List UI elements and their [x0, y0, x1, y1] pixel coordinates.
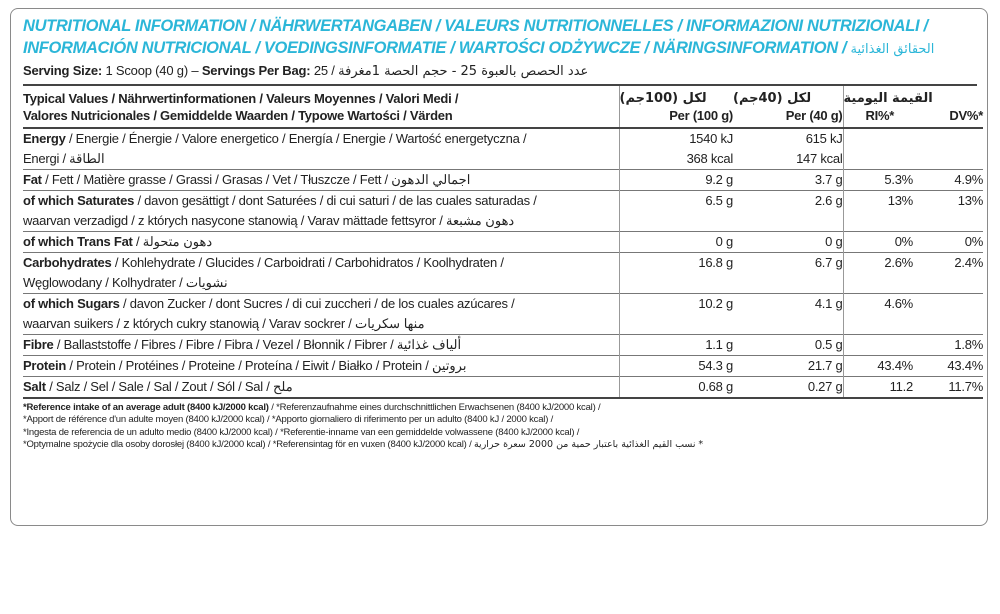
nutrient-translations-2: Energi / الطاقة [23, 151, 105, 166]
value-per-100g-main: 0 g [715, 234, 733, 249]
value-per-40g-main: 21.7 g [807, 358, 843, 373]
nutrient-translations: / Fett / Matière grasse / Grassi / Grasas / Vet / Tłuszcze / Fett / اجمالي الدهون [41, 172, 471, 187]
footnote-line-2: *Apport de référence d'un adulte moyen (8400 kJ/2000 kcal) / *Apporto giornaliero di riferimento per un adulto (8400 kJ / 2000 kcal) / [23, 414, 554, 426]
value-per-40g-main: 3.7 g [814, 172, 843, 187]
value-per-100g [619, 128, 733, 170]
value-dv: 0% [964, 234, 984, 249]
nutrient-name: Fat [23, 172, 42, 187]
table-row [23, 232, 983, 253]
value-per-40g [733, 128, 843, 170]
table-row [23, 128, 983, 170]
value-per-100g-main: 1.1 g [705, 337, 733, 352]
nutrient-label [23, 128, 619, 170]
value-per-100g [619, 356, 733, 377]
nutrient-label [23, 356, 619, 377]
value-per-40g [733, 232, 843, 253]
header-typical-line-1: Typical Values / Nährwertinformationen / Valeurs Moyennes / Valori Medi / [23, 91, 459, 106]
value-per-40g [733, 335, 843, 356]
servings-per-bag-label: Servings Per Bag: [201, 63, 311, 78]
value-per-100g-main: 10.2 g [698, 296, 733, 311]
value-ri: 43.4% [843, 356, 913, 377]
serving-size-value: 1 Scoop (40 g) – [105, 63, 199, 78]
serving-arabic: عدد الحصص بالعبوة 25 - حجم الحصة 1مغرفة [338, 64, 589, 79]
nutrient-label [23, 377, 619, 399]
nutrient-label [23, 191, 619, 232]
value-dv: 1.8% [954, 337, 984, 352]
footnote-line-4: *Optymalne spożycie dla osoby dorosłej (8400 kJ/2000 kcal) / *Referensintag för en vuxen (8400 kJ/2000 kcal) / [23, 439, 472, 451]
title-line-2-arabic: الحقائق الغذائية [850, 42, 935, 57]
nutrient-translations: / Energie / Énergie / Valore energetico / Energía / Energie / Wartość energetyczna / [65, 131, 527, 146]
value-ri: 0% [843, 232, 913, 253]
title-line-1: NUTRITIONAL INFORMATION / NÄHRWERTANGABEN / VALEURS NUTRITIONNELLES / INFORMAZIONI NUTRIZIONALI / [23, 17, 928, 35]
nutrient-translations: / davon Zucker / dont Sucres / di cui zuccheri / de los cuales azúcares / [119, 296, 515, 311]
nutrient-label [23, 170, 619, 191]
header-typical-line-2: Valores Nutricionales / Gemiddelde Waarden / Typowe Wartości / Värden [23, 108, 453, 123]
value-dv: 13% [957, 193, 984, 208]
header-daily-arabic: القيمة اليومية [843, 91, 933, 106]
nutrient-translations: / Kohlehydrate / Glucides / Carboidrati / Carbohidratos / Koolhydraten / [111, 255, 504, 270]
value-ri: 11.2 [843, 377, 913, 399]
nutrition-panel [10, 8, 988, 526]
value-dv: 4.9% [954, 172, 984, 187]
value-per-100g-main: 6.5 g [705, 193, 733, 208]
header-per-40g [733, 86, 843, 128]
value-per-100g [619, 253, 733, 294]
value-per-100g [619, 170, 733, 191]
value-ri: 13% [843, 191, 913, 232]
header-per-40g-arabic: لكل (40جم) [733, 91, 812, 106]
value-per-100g [619, 335, 733, 356]
value-per-40g [733, 294, 843, 335]
header-daily-value [843, 86, 983, 128]
header-per-100g-text: Per (100 g) [669, 108, 733, 123]
table-row [23, 170, 983, 191]
nutrient-translations-2: Węglowodany / Kolhydrater / نشويات [23, 275, 228, 290]
nutrient-translations-2: waarvan verzadigd / z których nasycone stanowią / Varav mättade fettsyror / دهون مشبعة [23, 213, 515, 228]
value-dv: 11.7% [948, 379, 984, 394]
nutrition-title [23, 15, 977, 61]
header-per-100g-arabic: لكل (100جم) [619, 91, 707, 106]
nutrient-translations: / Ballaststoffe / Fibres / Fibre / Fibra / Vezel / Błonnik / Fibrer / ألياف غذائية [53, 337, 462, 352]
header-per-40g-text: Per (40 g) [785, 108, 843, 123]
nutrient-label [23, 253, 619, 294]
value-per-40g [733, 170, 843, 191]
serving-info [23, 62, 977, 81]
value-dv [913, 294, 983, 335]
value-ri: 2.6% [843, 253, 913, 294]
servings-per-bag-value: 25 / [313, 63, 335, 78]
value-per-100g [619, 191, 733, 232]
table-row [23, 294, 983, 335]
nutrient-translations: / Protein / Protéines / Proteine / Proteína / Eiwit / Białko / Protein / بروتين [66, 358, 467, 373]
table-row [23, 253, 983, 294]
value-per-40g-main: 4.1 g [814, 296, 843, 311]
nutrient-name: of which Sugars [23, 296, 120, 311]
value-dv: 43.4% [947, 358, 984, 373]
value-dv [913, 128, 983, 170]
nutrient-name: Salt [23, 379, 46, 394]
header-per-100g [619, 86, 733, 128]
value-per-40g [733, 377, 843, 399]
value-per-100g [619, 232, 733, 253]
nutrient-name: Protein [23, 358, 67, 373]
nutrient-translations: / davon gesättigt / dont Saturées / di cui saturi / de las cuales saturadas / [134, 193, 537, 208]
value-per-40g-main: 0.27 g [807, 379, 843, 394]
value-per-100g-main: 9.2 g [705, 172, 733, 187]
value-ri [843, 128, 913, 170]
value-ri: 5.3% [843, 170, 913, 191]
value-per-100g-main: 1540 kJ [689, 131, 733, 146]
nutrient-name: of which Saturates [23, 193, 135, 208]
value-per-100g-main: 54.3 g [698, 358, 733, 373]
nutrient-name: Carbohydrates [23, 255, 112, 270]
nutrient-translations: / Salz / Sel / Sale / Sal / Zout / Sól / Sal / ملح [45, 379, 293, 394]
header-dv: DV%* [949, 108, 984, 123]
nutrient-name: Energy [23, 131, 66, 146]
value-per-40g-main: 6.7 g [814, 255, 843, 270]
table-header-row [23, 86, 983, 128]
value-per-40g-kcal: 147 kcal [796, 151, 843, 166]
nutrient-translations-2: waarvan suikers / z których cukry stanowią / Varav sockrer / منها سكريات [23, 316, 425, 331]
footnote-line-1: / *Referenzaufnahme eines durchschnittlichen Erwachsenen (8400 kJ/2000 kcal) / [268, 402, 601, 413]
footnote [23, 399, 977, 452]
value-per-100g-main: 16.8 g [698, 255, 733, 270]
nutrient-label [23, 232, 619, 253]
value-per-100g [619, 294, 733, 335]
value-per-40g [733, 191, 843, 232]
footnote-line-3: *Ingesta de referencia de un adulto medio (8400 kJ/2000 kcal) / *Referentie-inname van een gemiddelde volwassene (8400 kJ/2000 kcal) / [23, 426, 580, 438]
value-per-100g-kcal: 368 kcal [686, 151, 733, 166]
nutrition-table [23, 86, 983, 399]
value-dv: 2.4% [954, 255, 984, 270]
nutrient-name: of which Trans Fat [23, 234, 133, 249]
nutrient-translations: / دهون متحولة [132, 234, 213, 249]
footnote-line-1-bold: *Reference intake of an average adult (8400 kJ/2000 kcal) [23, 402, 269, 413]
value-per-100g [619, 377, 733, 399]
title-line-2-text: INFORMACIÓN NUTRICIONAL / VOEDINGSINFORMATIE / WARTOŚCI ODŻYWCZE / NÄRINGSINFORMATION / [23, 39, 847, 57]
nutrient-name: Fibre [23, 337, 54, 352]
value-per-40g [733, 253, 843, 294]
nutrient-label [23, 335, 619, 356]
table-row [23, 335, 983, 356]
value-per-100g-main: 0.68 g [698, 379, 733, 394]
table-row [23, 356, 983, 377]
value-per-40g-main: 2.6 g [814, 193, 843, 208]
value-ri: 4.6% [843, 294, 913, 335]
value-per-40g [733, 356, 843, 377]
value-ri [843, 335, 913, 356]
nutrient-label [23, 294, 619, 335]
table-row [23, 191, 983, 232]
table-row [23, 377, 983, 399]
header-typical-values [23, 86, 619, 128]
value-per-40g-main: 615 kJ [805, 131, 843, 146]
value-per-40g-main: 0.5 g [814, 337, 843, 352]
header-ri: RI%* [865, 108, 895, 123]
title-line-2 [23, 37, 977, 61]
value-per-40g-main: 0 g [825, 234, 843, 249]
serving-size-label: Serving Size: [23, 63, 103, 78]
footnote-line-4-arabic: * نسب القيم الغذائية باعتبار حمية من 2000 سعرة حرارية [473, 439, 703, 451]
